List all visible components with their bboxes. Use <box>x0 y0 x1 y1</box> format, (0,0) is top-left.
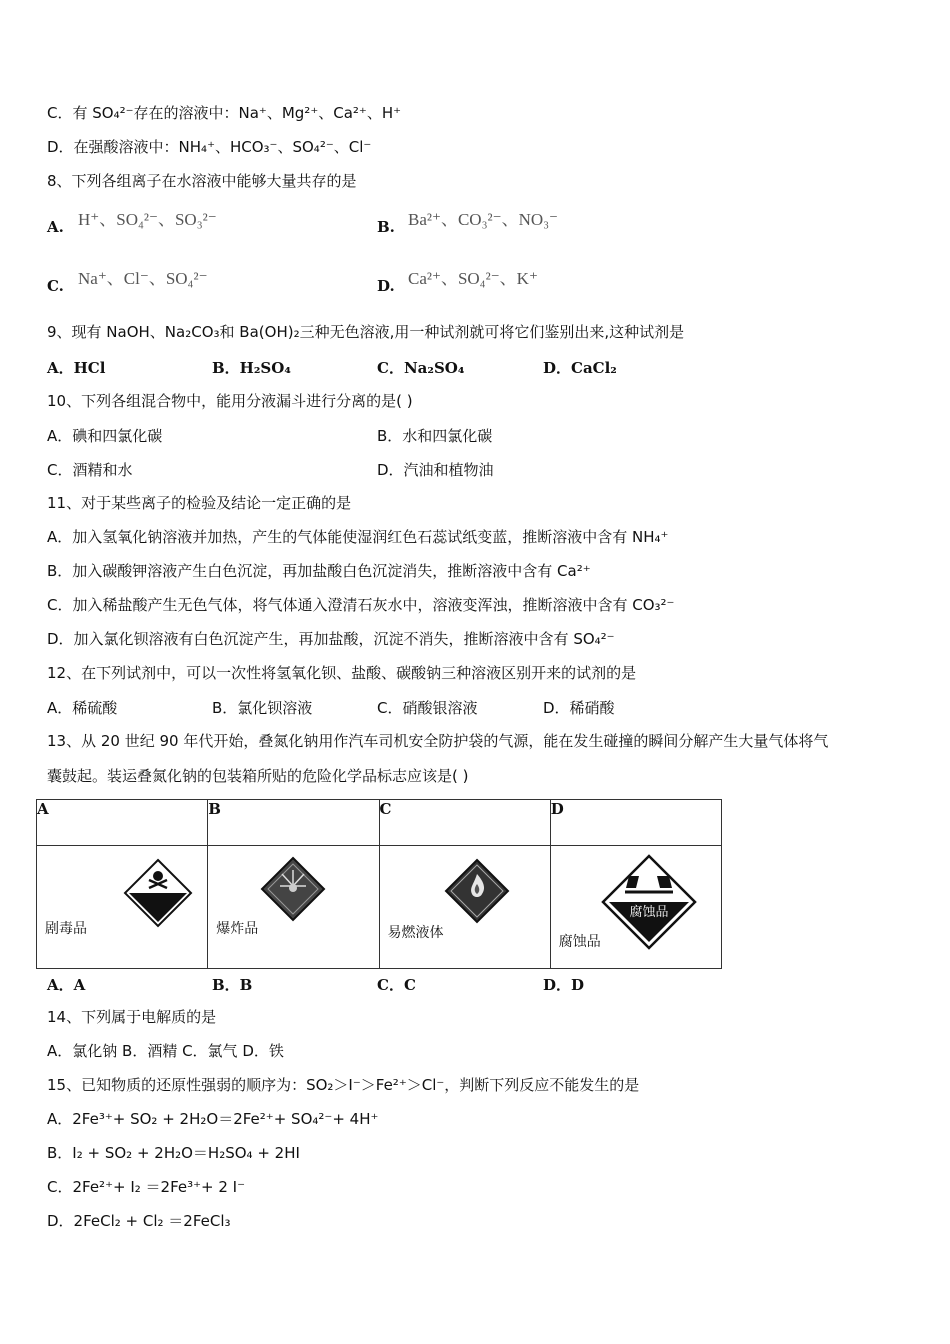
question-8: 8、下列各组离子在水溶液中能够大量共存的是 <box>47 172 357 190</box>
q9-option-d: D．CaCl₂ <box>543 359 617 377</box>
q8-option-b-label: B. <box>377 218 395 236</box>
q12-option-b: B．氯化钡溶液 <box>212 699 313 717</box>
hazard-header-c: C <box>379 800 550 846</box>
flammable-sign-icon <box>444 858 510 924</box>
q9-option-b: B．H₂SO₄ <box>212 359 291 377</box>
q9-option-c: C．Na₂SO₄ <box>377 359 465 377</box>
option-c-prev: C．有 SO₄²⁻存在的溶液中：Na⁺、Mg²⁺、Ca²⁺、H⁺ <box>47 104 402 122</box>
question-11: 11、对于某些离子的检验及结论一定正确的是 <box>47 494 352 512</box>
hazard-header-b: B <box>208 800 379 846</box>
q13-option-a: A．A <box>47 976 86 994</box>
q11-option-b: B．加入碳酸钾溶液产生白色沉淀，再加盐酸白色沉淀消失，推断溶液中含有 Ca²⁺ <box>47 562 591 580</box>
question-13-line-2: 囊鼓起。装运叠氮化钠的包装箱所贴的危险化学品标志应该是( ) <box>47 767 469 785</box>
q10-option-b: B．水和四氯化碳 <box>377 427 493 445</box>
hazard-header-d: D <box>550 800 721 846</box>
hazard-header-a: A <box>37 800 208 846</box>
q10-option-c: C．酒精和水 <box>47 461 133 479</box>
toxic-sign-icon <box>123 858 193 928</box>
q8-option-a-ions: H⁺、SO₄²⁻、SO₃²⁻ <box>78 210 217 229</box>
q12-option-a: A．稀硫酸 <box>47 699 118 717</box>
q15-option-d: D．2FeCl₂ + Cl₂ ＝2FeCl₃ <box>47 1212 231 1230</box>
q8-option-d-label: D. <box>377 277 395 295</box>
q9-option-a: A．HCl <box>47 359 106 377</box>
q8-option-c-ions: Na⁺、Cl⁻、SO₄²⁻ <box>78 269 208 288</box>
question-10: 10、下列各组混合物中，能用分液漏斗进行分离的是( ) <box>47 392 413 410</box>
q8-option-c-label: C. <box>47 277 64 295</box>
q13-option-b: B．B <box>212 976 253 994</box>
q12-option-d: D．稀硝酸 <box>543 699 615 717</box>
q11-option-c: C．加入稀盐酸产生无色气体，将气体通入澄清石灰水中，溶液变浑浊，推断溶液中含有 CO₃²⁻ <box>47 596 675 614</box>
explosive-sign-icon <box>260 856 326 922</box>
q14-options: A．氯化钠 B．酒精 C．氯气 D．铁 <box>47 1042 284 1060</box>
q13-option-d: D．D <box>543 976 585 994</box>
q8-option-d-ions: Ca²⁺、SO₄²⁻、K⁺ <box>408 269 538 288</box>
question-14: 14、下列属于电解质的是 <box>47 1008 217 1026</box>
q11-option-d: D．加入氯化钡溶液有白色沉淀产生，再加盐酸，沉淀不消失，推断溶液中含有 SO₄²⁻ <box>47 630 615 648</box>
option-d-prev: D．在强酸溶液中：NH₄⁺、HCO₃⁻、SO₄²⁻、Cl⁻ <box>47 138 372 156</box>
question-9: 9、现有 NaOH、Na₂CO₃和 Ba(OH)₂三种无色溶液,用一种试剂就可将它们鉴别出来,这种试剂是 <box>47 323 685 341</box>
q11-option-a: A．加入氢氧化钠溶液并加热，产生的气体能使湿润红色石蕊试纸变蓝，推断溶液中含有 NH₄⁺ <box>47 528 669 546</box>
q15-option-b: B．I₂ + SO₂ + 2H₂O＝H₂SO₄ + 2HI <box>47 1144 300 1162</box>
q12-option-c: C．硝酸银溶液 <box>377 699 478 717</box>
question-15: 15、已知物质的还原性强弱的顺序为：SO₂＞I⁻＞Fe²⁺＞Cl⁻，判断下列反应不能发生的是 <box>47 1076 640 1094</box>
q10-option-a: A．碘和四氯化碳 <box>47 427 163 445</box>
q13-option-c: C．C <box>377 976 416 994</box>
hazard-sign-table <box>36 799 722 969</box>
q8-option-a-label: A. <box>47 218 64 236</box>
q8-option-b-ions: Ba²⁺、CO₃²⁻、NO₃⁻ <box>408 210 559 229</box>
corrosive-sign-text: 腐蚀品 <box>629 905 669 920</box>
corrosive-sign-icon <box>601 854 697 950</box>
question-13-line-1: 13、从 20 世纪 90 年代开始，叠氮化钠用作汽车司机安全防护袋的气源，能在发生碰撞的瞬间分解产生大量气体将气 <box>47 732 829 750</box>
q10-option-d: D．汽油和植物油 <box>377 461 494 479</box>
hazard-caption-c: 易燃液体 <box>387 925 444 941</box>
q15-option-c: C．2Fe²⁺+ I₂ ＝2Fe³⁺+ 2 I⁻ <box>47 1178 246 1196</box>
hazard-caption-a: 剧毒品 <box>45 921 87 937</box>
question-12: 12、在下列试剂中，可以一次性将氢氧化钡、盐酸、碳酸钠三种溶液区别开来的试剂的是 <box>47 664 637 682</box>
hazard-caption-b: 爆炸品 <box>216 921 259 937</box>
q15-option-a: A．2Fe³⁺+ SO₂ + 2H₂O＝2Fe²⁺+ SO₄²⁻+ 4H⁺ <box>47 1110 379 1128</box>
hazard-caption-d: 腐蚀品 <box>558 934 601 950</box>
